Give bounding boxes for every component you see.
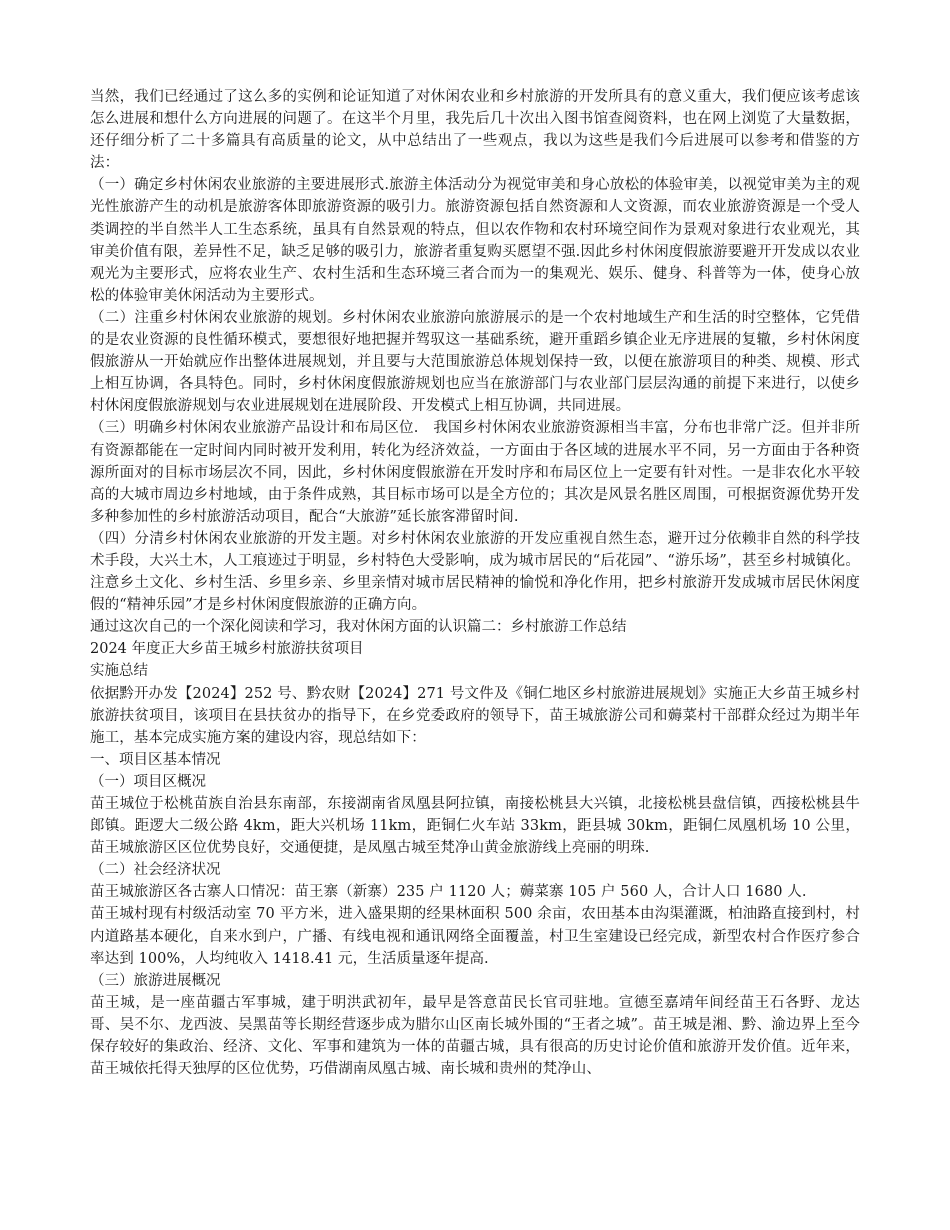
- population-paragraph: 苗王城旅游区各古寨人口情况：苗王寨（新寨）235 户 1120 人；薅菜寨 105 户 560 人，合计人口 1680 人.: [90, 884, 807, 901]
- location-paragraph: 苗王城位于松桃苗族自治县东南部，东接湖南省凤凰县阿拉镇，南接松桃县大兴镇，北接松桃县盘信镇，西接松桃县牛郎镇。距逻大二级公路 4km，距大兴机场 11km，距铜仁火车站 33km，距县城 30km，距铜仁凤凰机场 10 公里，苗王城旅游区区位优势良好，交通便捷，是凤凰古城至梵净山黄金旅游线上亮丽的明珠.: [90, 796, 860, 857]
- section-two-paragraph: （二）注重乡村休闲农业旅游的规划。乡村休闲农业旅游向旅游展示的是一个农村地域生产和生活的时空整体，它凭借的是农业资源的良性循环模式，要想很好地把握并驾驭这一基础系统，避开重蹈乡镇企业无序进展的复辙，乡村休闲度假旅游从一开始就应作出整体进展规划，并且要与大范围旅游总体规划保持一致，以便在旅游项目的种类、规模、形式上相互协调，各具特色。同时，乡村休闲度假旅游规划也应当在旅游部门与农业部门层层沟通的前提下来进行，以使乡村休闲度假旅游规划与农业进展规划在进展阶段、开发模式上相互协调，共同进展。: [90, 309, 860, 415]
- document-page: [90, 86, 860, 1080]
- subheading-socioeconomic: （二）社会经济状况: [90, 862, 221, 879]
- basis-paragraph: 依据黔开办发【2024】252 号、黔农财【2024】271 号文件及《铜仁地区乡村旅游进展规划》实施正大乡苗王城乡村旅游扶贫项目，该项目在县扶贫办的指导下，在乡党委政府的领导下，苗王城旅游公司和薅菜村干部群众经过为期半年施工，基本完成实施方案的建设内容，现总结如下：: [90, 685, 860, 746]
- report-title: 2024 年度正大乡苗王城乡村旅游扶贫项目: [90, 641, 364, 658]
- intro-paragraph: 当然，我们已经通过了这么多的实例和论证知道了对休闲农业和乡村旅游的开发所具有的意义重大，我们便应该考虑该怎么进展和想什么方向进展的问题了。在这半个月里，我先后几十次出入图书馆查阅资料，也在网上浏览了大量数据，还仔细分析了二十多篇具有高质量的论文，从中总结出了一些观点，我以为这些是我们今后进展可以参考和借鉴的方法：: [90, 89, 860, 172]
- subheading-tourism-overview: （三）旅游进展概况: [90, 972, 221, 989]
- village-facilities-paragraph: 苗王城村现有村级活动室 70 平方米，进入盛果期的经果林面积 500 余亩，农田基本由沟渠灌溉，柏油路直接到村，村内道路基本硬化，自来水到户，广播、有线电视和通讯网络全面覆盖，村卫生室建设已经完成，新型农村合作医疗参合率达到 100%，人均纯收入 1418.41 元，生活质量逐年提高.: [90, 906, 860, 967]
- subheading-project-overview: （一）项目区概况: [90, 773, 206, 790]
- section-four-paragraph: （四）分清乡村休闲农业旅游的开发主题。对乡村休闲农业旅游的开发应重视自然生态，避开过分依赖非自然的科学技术手段，大兴土木，人工痕迹过于明显，乡村特色大受影响，成为城市居民的“后花园”、“游乐场”，甚至乡村城镇化。注意乡土文化、乡村生活、乡里乡亲、乡里亲情对城市居民精神的愉悦和净化作用，把乡村旅游开发成城市居民休闲度假的“精神乐园”才是乡村休闲度假旅游的正确方向。: [90, 530, 860, 614]
- transition-line: 通过这次自己的一个深化阅读和学习，我对休闲方面的认识篇二：乡村旅游工作总结: [90, 619, 627, 636]
- section-heading-basic-info: 一、项目区基本情况: [90, 751, 221, 768]
- report-subtitle: 实施总结: [90, 663, 148, 680]
- section-three-paragraph: （三）明确乡村休闲农业旅游产品设计和布局区位. 我国乡村休闲农业旅游资源相当丰富，分布也非常广泛。但并非所有资源都能在一定时间内同时被开发利用，转化为经济效益，一方面由于各区域的进展水平不同，另一方面由于各种资源所面对的目标市场层次不同，因此，乡村休闲度假旅游在开发时序和布局区位上一定要有针对性。一是非农化水平较高的大城市周边乡村地域，由于条件成熟，其目标市场可以是全方位的；其次是风景名胜区周围，可根据资源优势开发多种参加性的乡村旅游活动项目，配合“大旅游”延长旅客滞留时间.: [90, 420, 860, 525]
- section-one-paragraph: （一）确定乡村休闲农业旅游的主要进展形式.旅游主体活动分为视觉审美和身心放松的体验审美，以视觉审美为主的观光性旅游产生的动机是旅游客体即旅游资源的吸引力。旅游资源包括自然资源和人文资源，而农业旅游资源是一个受人类调控的半自然半人工生态系统，虽具有自然景观的特点，但以农作物和农村环境空间作为景观对象进行农业观光，其审美价值有限，差异性不足，缺乏足够的吸引力，旅游者重复购买愿望不强.因此乡村休闲度假旅游要避开开发成以农业观光为主要形式，应将农业生产、农村生活和生态环境三者合而为一的集观光、娱乐、健身、科普等为一体，使身心放松的体验审美休闲活动为主要形式。: [90, 177, 860, 304]
- history-paragraph: 苗王城，是一座苗疆古军事城，建于明洪武初年，最早是答意苗民长官司驻地。宣德至嘉靖年间经苗王石各野、龙达哥、吴不尔、龙西波、吴黑苗等长期经营逐步成为腊尔山区南长城外围的“王者之城”。苗王城是湘、黔、渝边界上至今保存较好的集政治、经济、文化、军事和建筑为一体的苗疆古城，具有很高的历史讨论价值和旅游开发价值。近年来，苗王城依托得天独厚的区位优势，巧借湖南凤凰古城、南长城和贵州的梵净山、: [90, 994, 860, 1078]
